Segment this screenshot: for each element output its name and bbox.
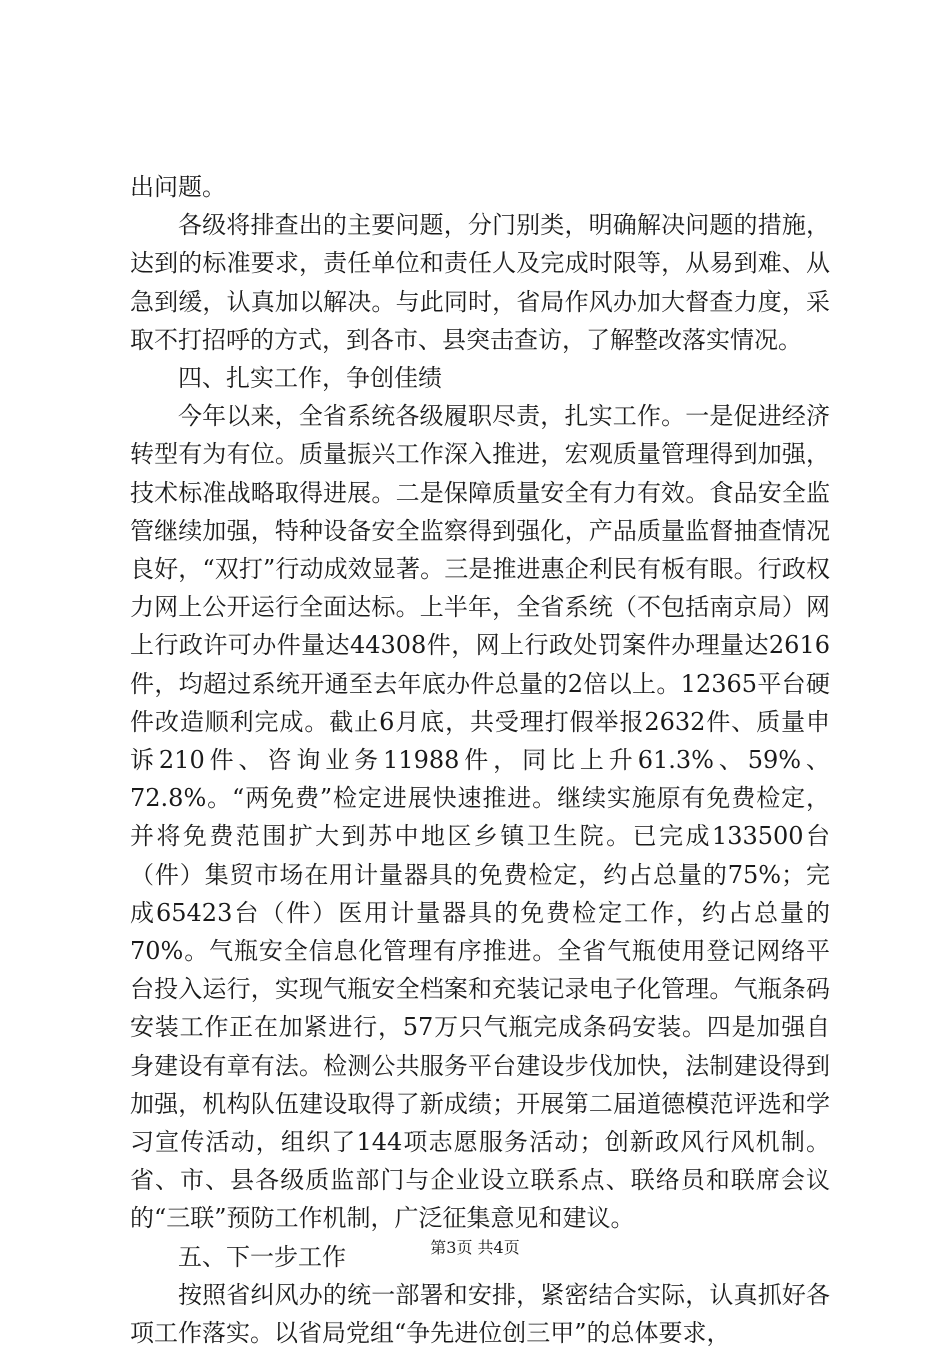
paragraph-next-steps: 按照省纠风办的统一部署和安排，紧密结合实际，认真抓好各项工作落实。以省局党组“争先进位创三甲”的总体要求， — [130, 1280, 830, 1348]
section-heading-five: 五、下一步工作 — [178, 1242, 346, 1271]
paragraph-rectification: 各级将排查出的主要问题，分门别类，明确解决问题的措施，达到的标准要求，责任单位和责任人及完成时限等，从易到难、从急到缓，认真加以解决。与此同时，省局作风办加大督查力度，采取不打招呼的方式，到各市、县突击查访，了解整改落实情况。 — [130, 211, 830, 354]
document-body — [130, 168, 830, 1352]
section-heading-four: 四、扎实工作，争创佳绩 — [178, 364, 442, 393]
paragraph-continuation: 出问题。 — [130, 173, 226, 201]
page-number-footer: 第3页 共4页 — [430, 1238, 520, 1257]
paragraph-achievements: 今年以来，全省系统各级履职尽责，扎实工作。一是促进经济转型有为有位。质量振兴工作深入推进，宏观质量管理得到加强，技术标准战略取得进展。二是保障质量安全有力有效。食品安全监管继续加强，特种设备安全监察得到强化，产品质量监督抽查情况良好，“双打”行动成效显著。三是推进惠企利民有板有眼。行政权力网上公开运行全面达标。上半年，全省系统（不包括南京局）网上行政许可办件量达44308件，网上行政处罚案件办理量达2616件，均超过系统开通至去年底办件总量的2倍以上。12365平台硬件改造顺利完成。截止6月底，共受理打假举报2632件、质量申诉210件、咨询业务11988件，同比上升61.3%、59%、72.8%。“两免费”检定进展快速推进。继续实施原有免费检定，并将免费范围扩大到苏中地区乡镇卫生院。已完成133500台（件）集贸市场在用计量器具的免费检定，约占总量的75%；完成65423台（件）医用计量器具的免费检定工作，约占总量的70%。气瓶安全信息化管理有序推进。全省气瓶使用登记网络平台投入运行，实现气瓶安全档案和充装记录电子化管理。气瓶条码安装工作正在加紧进行，57万只气瓶完成条码安装。四是加强自身建设有章有法。检测公共服务平台建设步伐加快，法制建设得到加强，机构队伍建设取得了新成绩；开展第二届道德模范评选和学习宣传活动，组织了144项志愿服务活动；创新政风行风机制。省、市、县各级质监部门与企业设立联系点、联络员和联席会议的“三联”预防工作机制，广泛征集意见和建议。 — [130, 402, 830, 1233]
